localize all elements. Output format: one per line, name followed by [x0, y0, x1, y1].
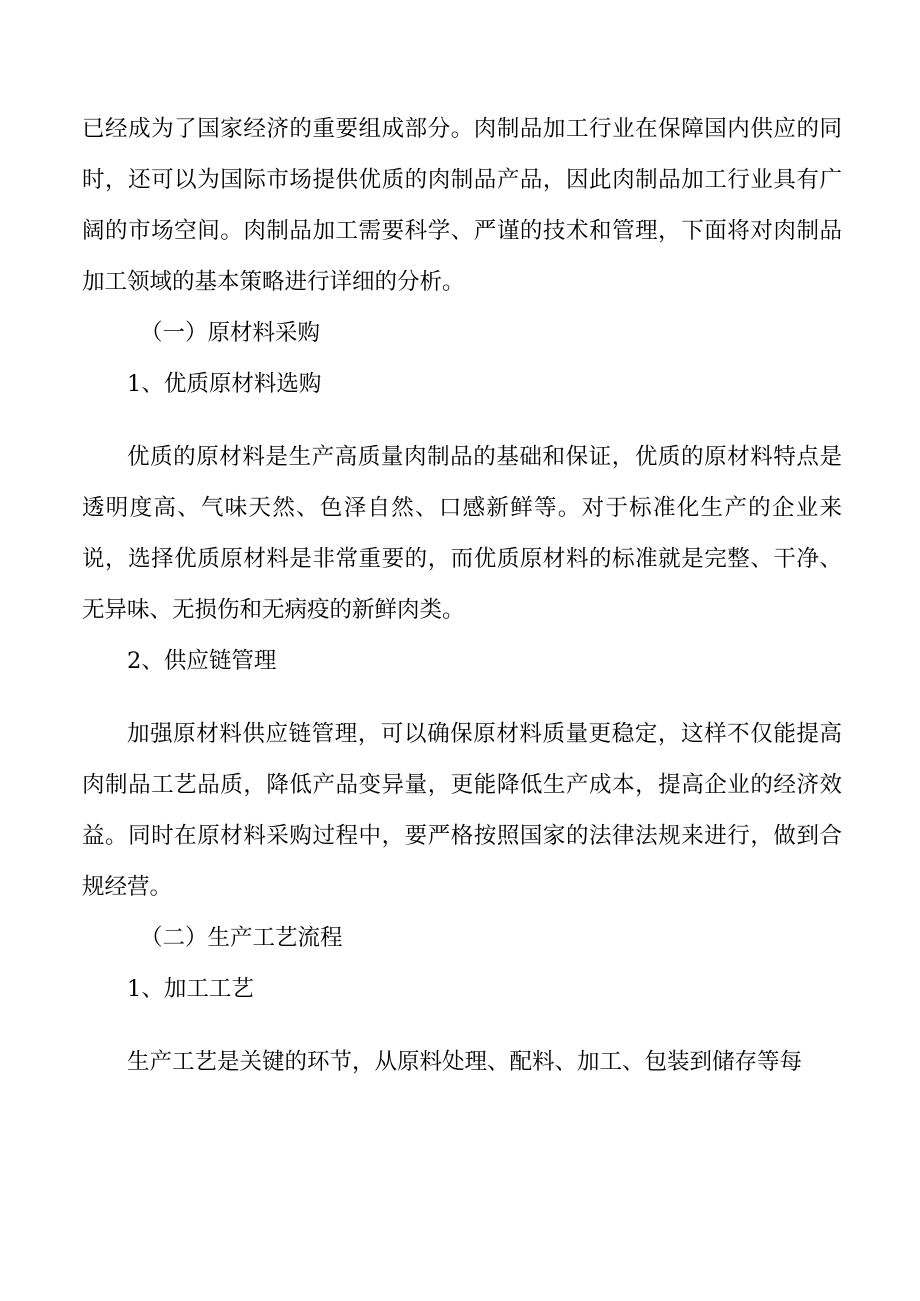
quality-materials-paragraph: 优质的原材料是生产高质量肉制品的基础和保证，优质的原材料特点是透明度高、气味天然、色泽自然、口感新鲜等。对于标准化生产的企业来说，选择优质原材料是非常重要的，而优质原材料的标准就是完整、干净、无异味、无损伤和无病疫的新鲜肉类。 [82, 444, 842, 623]
supply-chain-paragraph: 加强原材料供应链管理，可以确保原材料质量更稳定，这样不仅能提高肉制品工艺品质，降低产品变异量，更能降低生产成本，提高企业的经济效益。同时在原材料采购过程中，要严格按照国家的法律法规来进行，做到合规经营。 [82, 721, 842, 900]
processing-technique-paragraph: 生产工艺是关键的环节，从原料处理、配料、加工、包装到储存等每 [127, 1049, 803, 1075]
subheading-quality-materials: 1、优质原材料选购 [127, 371, 322, 397]
subheading-processing-technique: 1、加工工艺 [127, 976, 254, 1002]
section-heading-production-process: （二）生产工艺流程 [140, 925, 343, 951]
section-heading-raw-materials: （一）原材料采购 [140, 320, 321, 346]
subheading-supply-chain: 2、供应链管理 [127, 648, 277, 674]
intro-paragraph: 已经成为了国家经济的重要组成部分。肉制品加工行业在保障国内供应的同时，还可以为国际市场提供优质的肉制品产品，因此肉制品加工行业具有广阔的市场空间。肉制品加工需要科学、严谨的技术和管理，下面将对肉制品加工领域的基本策略进行详细的分析。 [82, 116, 842, 295]
document-page [82, 104, 842, 1088]
